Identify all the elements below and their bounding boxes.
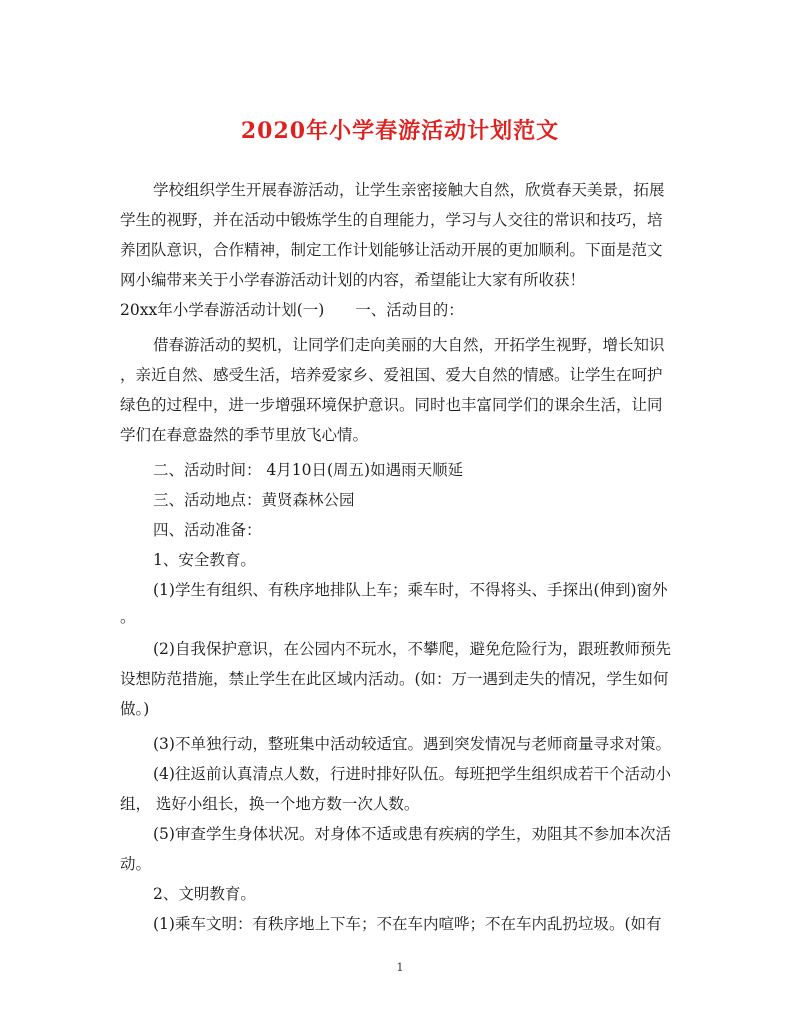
paragraph-line: 三、活动地点：黄贤森林公园	[153, 491, 355, 509]
paragraph-line: 设想防范措施，禁止学生在此区域内活动。(如：万一遇到走失的情况，学生如何	[120, 670, 669, 688]
paragraph-line: 组， 选好小组长，换一个地方数一次人数。	[120, 795, 420, 813]
paragraph-line: 四、活动准备：	[153, 521, 262, 539]
paragraph-line: (5)审查学生身体状况。对身体不适或患有疾病的学生，劝阻其不参加本次活	[153, 825, 671, 843]
paragraph-line: 20xx年小学春游活动计划(一) 一、活动目的：	[120, 301, 464, 319]
paragraph-line: (3)不单独行动，整班集中活动较适宜。遇到突发情况与老师商量寻求对策。	[153, 735, 671, 753]
paragraph-line: 二、活动时间： 4月10日(周五)如遇雨天顺延	[153, 461, 464, 479]
paragraph-line: 学们在春意盎然的季节里放飞心情。	[120, 426, 369, 444]
document-title: 2020年小学春游活动计划范文	[240, 118, 560, 144]
paragraph-line: ，亲近自然、感受生活，培养爱家乡、爱祖国、爱大自然的情感。让学生在呵护	[120, 366, 663, 384]
paragraph-line: (4)往返前认真清点人数，行进时排好队伍。每班把学生组织成若干个活动小	[153, 765, 671, 783]
paragraph-line: 做。)	[120, 700, 150, 718]
paragraph-line: 。	[120, 608, 136, 626]
paragraph-line: 1、安全教育。	[153, 551, 256, 569]
paragraph-line: 网小编带来关于小学春游活动计划的内容，希望能让大家有所收获！	[120, 271, 586, 289]
paragraph-line: 养团队意识，合作精神，制定工作计划能够让活动开展的更加顺利。下面是范文	[120, 241, 663, 259]
paragraph-line: 学生的视野，并在活动中锻炼学生的自理能力，学习与人交往的常识和技巧，培	[120, 211, 663, 229]
paragraph-line: (2)自我保护意识，在公园内不玩水，不攀爬，避免危险行为，跟班教师预先	[153, 640, 671, 658]
paragraph-line: (1)乘车文明：有秩序地上下车；不在车内喧哗；不在车内乱扔垃圾。(如有	[153, 915, 662, 933]
paragraph-line: 绿色的过程中，进一步增强环境保护意识。同时也丰富同学们的课余生活，让同	[120, 396, 663, 414]
paragraph-line: 动。	[120, 855, 152, 873]
paragraph-line: 2、文明教育。	[153, 885, 256, 903]
page-number: 1	[396, 961, 404, 974]
paragraph-line: 借春游活动的契机，让同学们走向美丽的大自然，开拓学生视野，增长知识	[153, 336, 665, 354]
paragraph-line: 学校组织学生开展春游活动，让学生亲密接触大自然，欣赏春天美景，拓展	[153, 181, 665, 199]
paragraph-line: (1)学生有组织、有秩序地排队上车；乘车时，不得将头、手探出(伸到)窗外	[153, 581, 668, 599]
